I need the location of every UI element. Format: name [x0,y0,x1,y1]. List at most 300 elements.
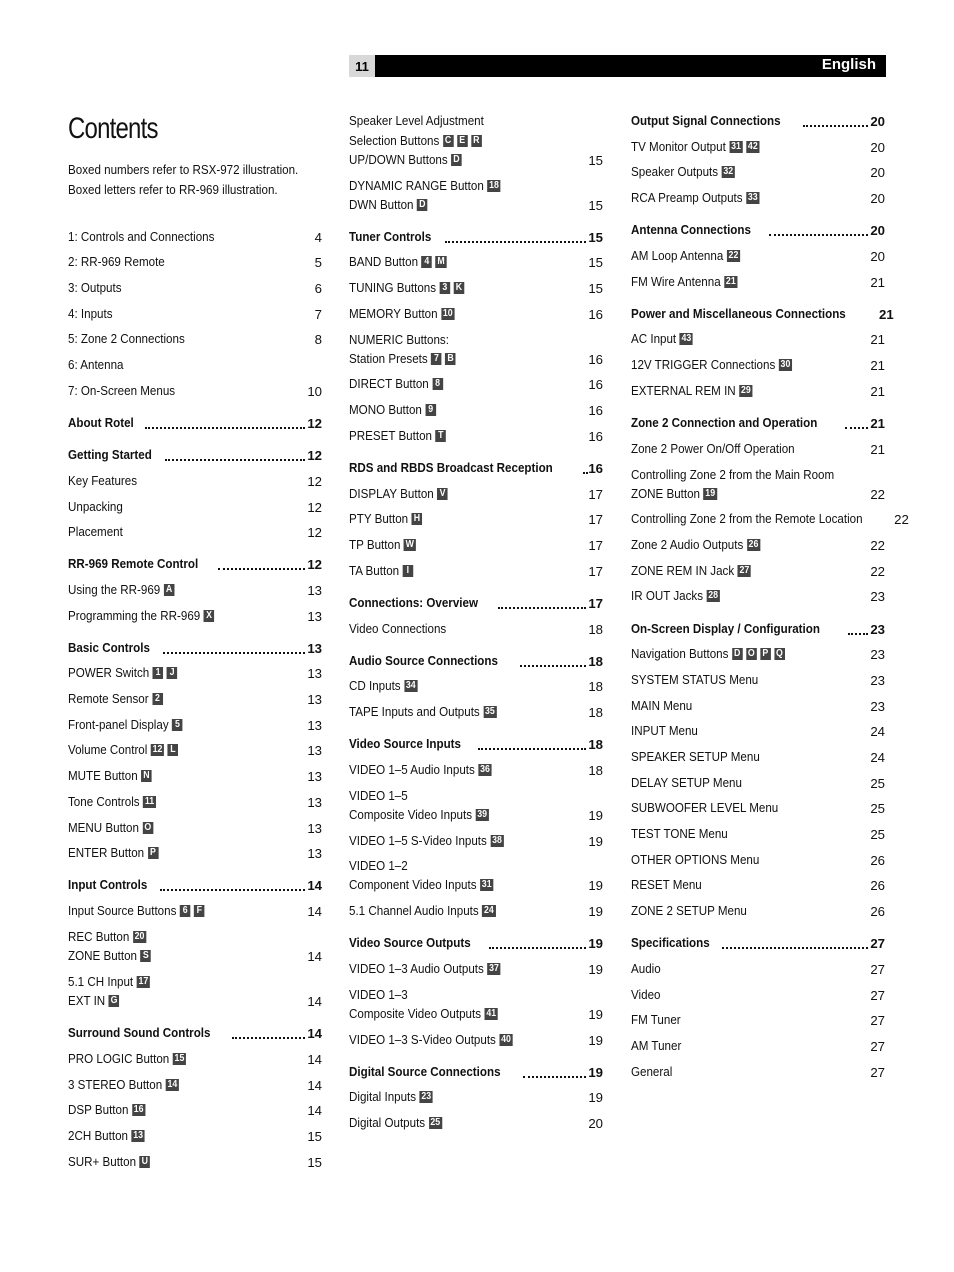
toc-entry[interactable] [349,279,603,299]
toc-entry-text [68,498,130,518]
toc-heading[interactable] [349,228,603,248]
toc-page-number: 20 [870,139,885,155]
toc-entry-text [68,1101,156,1121]
toc-entry-line [68,1101,145,1121]
toc-entry[interactable] [349,330,603,369]
toc-entry[interactable] [631,247,885,267]
toc-entry[interactable] [68,767,322,787]
reference-box: 18 [489,179,499,191]
toc-entry[interactable] [631,356,885,376]
toc-entry[interactable] [631,440,885,460]
toc-entry[interactable] [631,986,885,1006]
toc-entry-text [349,786,508,825]
toc-entry-line [68,330,185,350]
toc-page-number: 18 [588,678,603,694]
toc-entry-label: PRO LOGIC Button [68,1051,170,1067]
toc-page-number: 16 [588,306,603,322]
toc-entry[interactable] [631,902,885,922]
toc-entry[interactable] [68,1076,322,1096]
toc-entry[interactable] [631,189,885,209]
toc-entry[interactable] [631,671,885,691]
toc-entry-label: Audio [631,961,661,977]
toc-entry-line [349,485,448,505]
toc-entry-label: ZONE Button [631,486,701,502]
toc-entry-line [349,330,456,350]
toc-entry[interactable] [631,382,885,402]
toc-entry[interactable] [349,786,603,825]
toc-entry[interactable] [349,176,603,215]
dot-leader [163,652,305,654]
toc-entry-line [349,735,461,755]
toc-entry-text [349,279,480,299]
toc-entry-line [68,607,214,627]
toc-entry-label: MUTE Button [68,768,138,784]
toc-entry-label: DIRECT Button [349,376,429,392]
toc-entry-line [349,960,501,980]
toc-page-number: 13 [307,820,322,836]
toc-entry-label: 2CH Button [68,1128,129,1144]
toc-entry-label: SPEAKER SETUP Menu [631,749,760,765]
reference-box: W [405,539,414,551]
toc-entry[interactable] [349,562,603,582]
dot-leader [803,125,868,127]
toc-entry[interactable] [349,401,603,421]
toc-entry[interactable] [349,761,603,781]
toc-entry[interactable] [68,819,322,839]
reference-box: L [168,744,179,756]
toc-entry-line [631,645,785,665]
toc-entry-line [68,876,147,896]
toc-entry-text [68,607,234,627]
reference-box: 13 [133,1130,144,1142]
toc-entry-label: TEST TONE Menu [631,826,728,842]
toc-heading[interactable] [349,1063,603,1083]
toc-entry[interactable] [349,1031,603,1051]
toc-entry[interactable] [631,1011,885,1031]
toc-entry-label: DYNAMIC RANGE Button [349,177,484,193]
toc-page-number: 13 [307,794,322,810]
toc-entry-label: VIDEO 1–3 Audio Outputs [349,961,484,977]
toc-entry-line [349,305,454,325]
toc-entry-line [631,851,759,871]
toc-page-number: 10 [307,383,322,399]
toc-page-number: 19 [588,833,603,849]
page-number: 11 [349,55,375,77]
toc-entry-line [68,1076,179,1096]
toc-page-number: 19 [588,1032,603,1048]
reference-box: 36 [480,764,490,776]
dot-leader [489,947,586,949]
toc-entry[interactable] [631,851,885,871]
toc-page-number: 13 [307,845,322,861]
toc-entry-label: Zone 2 Connection and Operation [631,415,818,431]
toc-entry-text [349,1063,521,1083]
toc-entry-text [349,459,581,479]
toc-entry-label: Connections: Overview [349,595,478,611]
toc-page-number: 23 [870,621,885,637]
toc-page-number: 25 [870,826,885,842]
toc-heading[interactable] [349,652,603,672]
toc-heading[interactable] [349,459,603,479]
toc-entry-text [349,620,459,640]
reference-box: I [403,565,414,577]
reference-box: D [732,648,743,660]
toc-entry-line [349,703,497,723]
toc-entry[interactable] [349,253,603,273]
toc-page-number: 15 [588,254,603,270]
toc-heading[interactable] [631,305,894,325]
toc-entry[interactable] [68,498,322,518]
toc-entry[interactable] [631,748,885,768]
toc-entry-text [631,112,801,132]
toc-entry-line [349,253,446,273]
toc-entry-line [68,690,163,710]
toc-entry-text [349,934,487,954]
toc-entry[interactable] [68,664,322,684]
toc-entry-line [68,741,178,761]
toc-page-number: 24 [870,723,885,739]
toc-page-number: 21 [870,357,885,373]
toc-heading[interactable] [68,639,322,659]
toc-entry[interactable] [68,253,322,273]
toc-entry-line [631,305,846,325]
toc-page-number: 27 [870,1012,885,1028]
toc-entry-line [631,273,737,293]
toc-entry-text [631,163,749,183]
toc-entry-text [631,645,806,665]
toc-entry-label: NUMERIC Buttons: [349,331,449,347]
toc-entry-text [349,1088,444,1108]
toc-entry[interactable] [631,510,909,530]
toc-entry[interactable] [631,138,885,158]
toc-entry-label: Video Source Inputs [349,736,461,752]
reference-box: M [437,256,445,268]
toc-entry-line [631,876,702,896]
toc-entry[interactable] [68,472,322,492]
toc-entry[interactable] [68,741,322,761]
toc-entry-line [68,1127,145,1147]
toc-entry-text [631,1011,687,1031]
toc-entry[interactable] [349,832,603,852]
toc-entry-line [68,498,123,518]
toc-entry-text [349,856,513,895]
toc-entry-text [68,1153,161,1173]
toc-entry-text [349,253,460,273]
toc-entry-text [68,741,193,761]
toc-entry-label: SYSTEM STATUS Menu [631,672,759,688]
toc-entry[interactable] [631,1063,885,1083]
toc-entry-label: BAND Button [349,254,419,270]
toc-entry-label: VIDEO 1–5 [349,787,408,803]
toc-entry[interactable] [349,677,603,697]
toc-entry[interactable] [349,985,603,1024]
toc-heading[interactable] [349,735,603,755]
toc-entry-text [349,832,525,852]
toc-entry[interactable] [349,1114,603,1134]
toc-entry-line [349,1031,513,1051]
toc-entry-line [631,163,735,183]
toc-entry-label: FM Wire Antenna [631,274,721,290]
toc-entry[interactable] [631,562,885,582]
toc-entry-line [68,819,153,839]
toc-entry-line [631,902,747,922]
toc-entry[interactable] [68,607,322,627]
reference-box: 3 [440,282,451,294]
toc-heading[interactable] [631,620,885,640]
toc-entry-line [631,189,759,209]
page-title: Contents [68,112,158,145]
toc-entry-text [631,934,720,954]
toc-page-number: 18 [588,653,603,669]
toc-entry-label: VIDEO 1–3 [349,986,408,1002]
toc-page-number: 14 [307,1051,322,1067]
toc-entry-label: Audio Source Connections [349,653,498,669]
toc-page-number: 20 [588,1115,603,1131]
toc-entry-line [631,722,698,742]
toc-page-number: 13 [307,717,322,733]
toc-page-number: 19 [588,1064,603,1080]
toc-entry-text [349,510,432,530]
toc-page-number: 25 [870,800,885,816]
toc-entry[interactable] [349,375,603,395]
toc-entry[interactable] [68,581,322,601]
toc-entry[interactable] [68,927,322,966]
toc-entry-line [349,1088,433,1108]
toc-entry-text [68,902,223,922]
toc-entry[interactable] [631,774,885,794]
toc-entry[interactable] [631,1037,885,1057]
toc-entry-line [631,536,760,556]
toc-entry[interactable] [68,523,322,543]
toc-page-number: 13 [307,768,322,784]
reference-box: 5 [172,719,183,731]
toc-entry-line [631,1011,681,1031]
dot-leader [769,234,868,236]
toc-entry[interactable] [349,305,603,325]
toc-entry[interactable] [631,876,885,896]
toc-page-number: 20 [870,190,885,206]
toc-entry-line [349,228,431,248]
toc-entry-line [349,112,484,132]
toc-heading[interactable] [68,876,322,896]
reference-box: 16 [133,1104,144,1116]
toc-entry[interactable] [68,1101,322,1121]
toc-page-number: 16 [588,428,603,444]
toc-heading[interactable] [631,934,885,954]
toc-entry-line [631,697,692,717]
toc-entry[interactable] [68,1050,322,1070]
toc-heading[interactable] [631,414,885,434]
toc-heading[interactable] [68,446,322,466]
toc-entry[interactable] [349,1088,603,1108]
intro-note [68,160,338,200]
toc-entry-line [349,196,501,216]
toc-entry-text [68,523,130,543]
toc-entry-label: AC Input [631,331,677,347]
toc-entry-label: Zone 2 Audio Outputs [631,537,744,553]
toc-entry-line [631,1063,672,1083]
toc-entry[interactable] [349,112,603,171]
toc-page-number: 19 [588,877,603,893]
toc-entry[interactable] [68,972,322,1011]
reference-box: D [417,199,428,211]
toc-entry[interactable] [68,279,322,299]
toc-entry[interactable] [68,793,322,813]
dot-leader [232,1037,305,1039]
dot-leader [523,1076,586,1078]
toc-entry-text [631,440,817,460]
reference-box: E [457,135,468,147]
toc-heading[interactable] [349,594,603,614]
toc-entry[interactable] [68,716,322,736]
toc-entry-line [68,356,124,376]
toc-page-number: 19 [588,903,603,919]
toc-entry-line [349,677,417,697]
toc-entry-line [349,536,416,556]
toc-entry[interactable] [349,703,603,723]
toc-entry[interactable] [631,697,885,717]
toc-page-number: 6 [314,280,322,296]
toc-entry[interactable] [68,382,322,402]
toc-entry[interactable] [631,163,885,183]
toc-entry-label: IR OUT Jacks [631,588,704,604]
toc-entry[interactable] [349,620,603,640]
toc-entry[interactable] [68,1153,322,1173]
toc-entry[interactable] [631,960,885,980]
toc-page-number: 13 [307,640,322,656]
toc-entry-label: DISPLAY Button [349,486,434,502]
toc-entry[interactable] [68,305,322,325]
toc-heading[interactable] [631,221,885,241]
toc-entry-label: Tone Controls [68,794,140,810]
toc-entry-line [349,375,443,395]
reference-box: F [194,905,205,917]
toc-page-number: 19 [588,935,603,951]
reference-box: J [167,667,178,679]
toc-entry-text [349,594,496,614]
toc-entry-label: 7: On-Screen Menus [68,383,176,399]
toc-entry-line [349,562,413,582]
toc-entry[interactable] [349,960,603,980]
toc-page-number: 13 [307,742,322,758]
toc-entry-line [631,620,820,640]
toc-entry-text [631,876,711,896]
toc-entry-label: VIDEO 1–2 [349,857,408,873]
toc-entry-label: ENTER Button [68,845,145,861]
reference-box: 37 [489,963,499,975]
dot-leader [845,427,869,429]
toc-entry[interactable] [631,273,885,293]
toc-entry-line [631,960,661,980]
page-header-bar [349,55,886,77]
toc-entry[interactable] [68,1127,322,1147]
toc-page-number: 15 [588,229,603,245]
toc-entry[interactable] [68,902,322,922]
intro-line: Boxed numbers refer to RSX-972 illustration. [68,162,299,177]
reference-box: 11 [144,796,155,808]
toc-entry[interactable] [631,645,885,665]
toc-entry-line [68,523,123,543]
toc-entry-line [68,767,152,787]
toc-entry[interactable] [631,799,885,819]
toc-entry-label: 3 STEREO Button [68,1077,163,1093]
toc-entry-line [68,793,156,813]
reference-box: K [454,282,465,294]
toc-page-number: 27 [870,987,885,1003]
toc-entry-text [349,703,517,723]
toc-entry-label: 3: Outputs [68,280,122,296]
reference-box: H [412,513,423,525]
toc-entry[interactable] [349,427,603,447]
toc-entry[interactable] [631,465,885,504]
toc-entry[interactable] [631,722,885,742]
toc-entry-label: Video Source Outputs [349,935,471,951]
reference-box: 2 [152,693,163,705]
toc-entry[interactable] [68,690,322,710]
dot-leader [478,748,586,750]
toc-entry-text [349,1031,535,1051]
toc-heading[interactable] [68,414,322,434]
toc-entry[interactable] [631,587,885,607]
toc-entry[interactable] [68,228,322,248]
toc-entry-line [68,844,158,864]
toc-entry[interactable] [349,536,603,556]
toc-entry[interactable] [349,902,603,922]
reference-box: 20 [134,930,145,942]
toc-entry-label: Specifications [631,935,710,951]
toc-page-number: 21 [870,383,885,399]
toc-entry[interactable] [68,844,322,864]
dot-leader [520,665,586,667]
toc-entry-label: VIDEO 1–5 S-Video Inputs [349,833,487,849]
reference-box: 27 [739,565,750,577]
reference-box: 32 [723,166,734,178]
toc-entry-line [631,934,710,954]
toc-page-number: 5 [314,254,322,270]
toc-entry-text [631,356,814,376]
toc-entry-label: Component Video Inputs [349,877,477,893]
reference-box: 43 [681,333,692,345]
toc-entry[interactable] [349,856,603,895]
toc-page-number: 14 [307,1077,322,1093]
reference-box: 12 [152,744,163,756]
toc-entry-line [68,555,198,575]
toc-entry[interactable] [631,330,885,350]
toc-entry-line [349,1063,501,1083]
toc-page-number: 19 [588,1006,603,1022]
toc-entry[interactable] [631,536,885,556]
toc-page-number: 20 [870,222,885,238]
reference-box: R [471,135,482,147]
toc-entry-label: TAPE Inputs and Outputs [349,704,480,720]
toc-heading[interactable] [68,555,322,575]
toc-entry[interactable] [349,510,603,530]
toc-entry[interactable] [631,825,885,845]
toc-entry-text [68,305,119,325]
toc-entry[interactable] [349,485,603,505]
toc-entry[interactable] [68,330,322,350]
toc-entry-label: Video Connections [349,621,447,637]
toc-entry-line [349,151,484,171]
toc-entry[interactable] [68,356,322,376]
toc-heading[interactable] [631,112,885,132]
toc-entry-label: Digital Outputs [349,1115,426,1131]
toc-page-number: 13 [307,608,322,624]
toc-heading[interactable] [68,1024,322,1044]
toc-entry-text [349,652,518,672]
reference-box: B [445,353,456,365]
toc-heading[interactable] [349,934,603,954]
